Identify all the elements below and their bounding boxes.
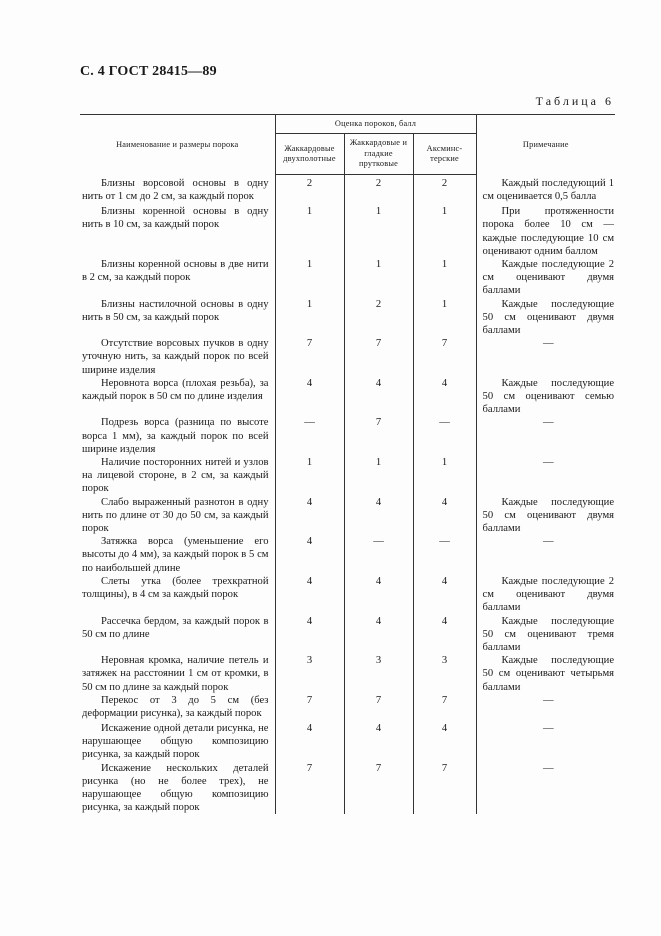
header-defect-name: Наименование и размеры порока xyxy=(80,115,275,175)
score-jacquard-double: 3 xyxy=(275,654,344,694)
note: — xyxy=(476,337,615,377)
score-axminster: 7 xyxy=(441,762,448,774)
score-jacquard-double: 4 xyxy=(275,496,344,536)
note: — xyxy=(476,416,615,456)
defect-name: Близны настилочной основы в одну нить в 50 см, за каждый порок xyxy=(80,298,275,338)
score-jacquard-rod: 7 xyxy=(344,337,413,377)
score-axminster: 4 xyxy=(441,377,448,389)
header-note: Примечание xyxy=(476,115,615,175)
note: Каждые последующие 50 см оценивают двумя баллами xyxy=(476,298,615,338)
score-jacquard-double: 2 xyxy=(275,175,344,206)
table-row xyxy=(80,535,615,575)
score-jacquard-double: 7 xyxy=(275,337,344,377)
score-jacquard-double: 1 xyxy=(275,205,344,258)
defect-name: Близны коренной основы в одну нить в 10 см, за каждый порок xyxy=(80,205,275,258)
score-jacquard-rod: — xyxy=(344,535,413,575)
score-axminster: 4 xyxy=(441,615,448,627)
score-axminster: — xyxy=(439,536,450,548)
note: — xyxy=(476,694,615,722)
defect-name: Затяжка ворса (уменьшение его высоты до 4 мм), за каждый порок в 5 см по наибольшей длине xyxy=(80,535,275,575)
defect-name: Наличие посторонних нитей и узлов на лицевой стороне, в 2 см, за каждый порок xyxy=(80,456,275,496)
score-jacquard-rod: 1 xyxy=(344,205,413,258)
score-axminster: 4 xyxy=(441,722,448,734)
score-jacquard-double: 4 xyxy=(275,377,344,417)
score-axminster: 3 xyxy=(441,655,448,667)
defect-name: Рассечка бердом, за каждый порок в 50 см по длине xyxy=(80,615,275,655)
note: — xyxy=(476,762,615,815)
score-jacquard-rod: 1 xyxy=(344,456,413,496)
score-axminster: 2 xyxy=(441,178,448,189)
header-jacquard-double: Жаккардовые двухполотные xyxy=(275,134,344,175)
defect-name: Близны коренной основы в две нити в 2 см, за каждый порок xyxy=(80,258,275,298)
page-header: С. 4 ГОСТ 28415—89 xyxy=(80,64,217,79)
table-row xyxy=(80,496,615,536)
defect-name: Близны ворсовой основы в одну нить от 1 см до 2 см, за каждый порок xyxy=(80,175,275,206)
table-row xyxy=(80,298,615,338)
note: Каждые последующие 50 см оценивают тремя баллами xyxy=(476,615,615,655)
score-jacquard-double: 4 xyxy=(275,722,344,762)
table-row xyxy=(80,654,615,694)
defects-table xyxy=(80,114,615,814)
defect-name: Искажение нескольких деталей рисунка (но не более трех), не нарушающее общую композицию рисунка, за каждый порок xyxy=(80,762,275,815)
score-jacquard-rod: 3 xyxy=(344,654,413,694)
table-row xyxy=(80,575,615,615)
score-axminster: 1 xyxy=(441,206,448,218)
defect-name: Неровнота ворса (плохая резьба), за каждый порок в 50 см по длине изделия xyxy=(80,377,275,417)
score-jacquard-rod: 4 xyxy=(344,722,413,762)
table-row xyxy=(80,722,615,762)
note: Каждые последующие 2 см оценивают двумя баллами xyxy=(476,258,615,298)
note: Каждые последующие 50 см оценивают двумя баллами xyxy=(476,496,615,536)
score-jacquard-double: 7 xyxy=(275,694,344,722)
defect-name: Неровная кромка, наличие петель и затяжек на расстоянии 1 см от кромки, в 50 см по длине за каждый порок xyxy=(80,654,275,694)
header-score-group: Оценка пороков, балл xyxy=(275,115,476,134)
score-axminster: 4 xyxy=(441,575,448,587)
defect-name: Слеты утка (более трехкратной толщины), в 4 см за каждый порок xyxy=(80,575,275,615)
note: — xyxy=(476,722,615,762)
table-row xyxy=(80,175,615,206)
table-row xyxy=(80,762,615,815)
score-jacquard-rod: 7 xyxy=(344,694,413,722)
note: Каждые последующие 50 см оценивают четырьмя баллами xyxy=(476,654,615,694)
note: Каждый последующий 1 см оценивается 0,5 балла xyxy=(476,175,615,206)
score-jacquard-rod: 4 xyxy=(344,575,413,615)
score-jacquard-double: 1 xyxy=(275,456,344,496)
header-axminster: Аксминс-терские xyxy=(413,134,476,175)
note: — xyxy=(476,456,615,496)
score-jacquard-double: — xyxy=(275,416,344,456)
score-jacquard-double: 4 xyxy=(275,535,344,575)
score-axminster: — xyxy=(439,417,450,429)
note: Каждые последующие 50 см оценивают семью баллами xyxy=(476,377,615,417)
table-row xyxy=(80,377,615,417)
score-jacquard-rod: 7 xyxy=(344,416,413,456)
table-row xyxy=(80,416,615,456)
table-row xyxy=(80,337,615,377)
score-jacquard-rod: 4 xyxy=(344,377,413,417)
table-row xyxy=(80,615,615,655)
defect-name: Перекос от 3 до 5 см (без деформации рисунка), за каждый порок xyxy=(80,694,275,722)
table-body xyxy=(80,175,615,815)
note: При протяженности порока более 10 см — каждые последующие 10 см оценивают одним баллом xyxy=(476,205,615,258)
score-axminster: 1 xyxy=(441,457,448,469)
score-axminster: 1 xyxy=(441,259,448,271)
score-jacquard-double: 7 xyxy=(275,762,344,815)
score-jacquard-double: 1 xyxy=(275,298,344,338)
defect-name: Подрезь ворса (разница по высоте ворса 1 мм), за каждый порок по всей ширине изделия xyxy=(80,416,275,456)
defect-name: Отсутствие ворсовых пучков в одну уточную нить, за каждый порок по всей ширине изделия xyxy=(80,337,275,377)
score-jacquard-double: 1 xyxy=(275,258,344,298)
score-jacquard-double: 4 xyxy=(275,615,344,655)
score-jacquard-rod: 2 xyxy=(344,175,413,206)
score-axminster: 7 xyxy=(441,694,448,706)
table-row xyxy=(80,456,615,496)
score-axminster: 7 xyxy=(441,338,448,350)
score-jacquard-double: 4 xyxy=(275,575,344,615)
score-jacquard-rod: 4 xyxy=(344,615,413,655)
score-axminster: 4 xyxy=(441,496,448,508)
defect-name: Искажение одной детали рисунка, не нарушающее общую композицию рисунка, за каждый порок xyxy=(80,722,275,762)
table-row xyxy=(80,205,615,258)
defect-name: Слабо выраженный разнотон в одну нить по длине от 30 до 50 см, за каждый порок xyxy=(80,496,275,536)
table-row xyxy=(80,694,615,722)
header-jacquard-rod: Жаккардовые и гладкие прутковые xyxy=(344,134,413,175)
score-jacquard-rod: 2 xyxy=(344,298,413,338)
score-jacquard-rod: 1 xyxy=(344,258,413,298)
table-caption: Таблица 6 xyxy=(535,94,614,108)
score-jacquard-rod: 7 xyxy=(344,762,413,815)
score-axminster: 1 xyxy=(441,298,448,310)
note: — xyxy=(476,535,615,575)
score-jacquard-rod: 4 xyxy=(344,496,413,536)
table-row xyxy=(80,258,615,298)
note: Каждые последующие 2 см оценивают двумя баллами xyxy=(476,575,615,615)
